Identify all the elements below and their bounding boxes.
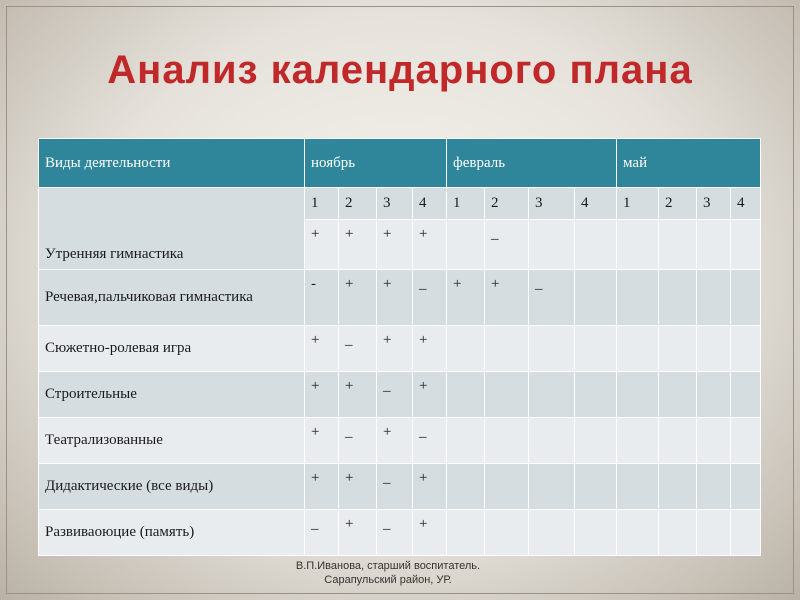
mark-cell xyxy=(575,510,617,556)
mark-cell: + xyxy=(447,270,485,326)
mark-cell: + xyxy=(305,326,339,372)
activity-cell: Дидактические (все виды) xyxy=(39,464,305,510)
mark-cell xyxy=(485,464,529,510)
mark-cell: + xyxy=(377,418,413,464)
mark-cell: _ xyxy=(339,418,377,464)
table-row xyxy=(39,372,761,418)
week-number-cell: 1 xyxy=(617,188,659,220)
mark-cell xyxy=(617,418,659,464)
mark-cell: - xyxy=(305,270,339,326)
mark-cell: + xyxy=(339,220,377,270)
week-number-cell: 3 xyxy=(529,188,575,220)
mark-cell: + xyxy=(305,372,339,418)
mark-cell xyxy=(575,220,617,270)
mark-cell: + xyxy=(305,418,339,464)
week-number-cell: 4 xyxy=(575,188,617,220)
week-number-cell: 1 xyxy=(305,188,339,220)
mark-cell: _ xyxy=(529,270,575,326)
mark-cell xyxy=(731,510,761,556)
footer-line-author: В.П.Иванова, старший воспитатель. xyxy=(295,560,481,572)
mark-cell xyxy=(731,326,761,372)
mark-cell: + xyxy=(413,220,447,270)
week-number-cell: 2 xyxy=(659,188,697,220)
mark-cell xyxy=(617,464,659,510)
week-number-cell: 3 xyxy=(697,188,731,220)
table-row xyxy=(39,270,761,326)
mark-cell xyxy=(575,326,617,372)
mark-cell xyxy=(659,372,697,418)
table-row xyxy=(39,464,761,510)
week-number-cell: 2 xyxy=(339,188,377,220)
activity-cell: Строительные xyxy=(39,372,305,418)
activity-cell: Утренняя гимнастика xyxy=(39,188,305,270)
page-title: Анализ календарного плана xyxy=(107,48,693,92)
mark-cell xyxy=(697,326,731,372)
mark-cell xyxy=(485,326,529,372)
mark-cell xyxy=(485,418,529,464)
mark-cell: _ xyxy=(485,220,529,270)
header-may: май xyxy=(617,139,761,188)
mark-cell xyxy=(697,464,731,510)
mark-cell xyxy=(697,372,731,418)
mark-cell xyxy=(617,220,659,270)
mark-cell xyxy=(575,270,617,326)
header-activity: Виды деятельности xyxy=(39,139,305,188)
mark-cell xyxy=(697,220,731,270)
mark-cell xyxy=(447,418,485,464)
mark-cell: + xyxy=(339,510,377,556)
mark-cell: _ xyxy=(305,510,339,556)
mark-cell xyxy=(617,326,659,372)
table-row xyxy=(39,510,761,556)
mark-cell xyxy=(529,372,575,418)
mark-cell xyxy=(447,510,485,556)
mark-cell xyxy=(575,464,617,510)
mark-cell: _ xyxy=(377,464,413,510)
mark-cell: + xyxy=(377,220,413,270)
activity-cell: Речевая,пальчиковая гимнастика xyxy=(39,270,305,326)
mark-cell: + xyxy=(305,220,339,270)
activity-cell: Сюжетно-ролевая игра xyxy=(39,326,305,372)
mark-cell: _ xyxy=(413,418,447,464)
mark-cell: + xyxy=(377,326,413,372)
activity-cell: Развиваоюцие (память) xyxy=(39,510,305,556)
mark-cell xyxy=(447,372,485,418)
footer-credit xyxy=(268,559,508,587)
table-row xyxy=(39,326,761,372)
week-number-cell: 4 xyxy=(731,188,761,220)
mark-cell xyxy=(731,418,761,464)
mark-cell xyxy=(575,418,617,464)
week-number-cell: 2 xyxy=(485,188,529,220)
mark-cell xyxy=(697,510,731,556)
mark-cell xyxy=(659,220,697,270)
footer-line-region: Сарапульский район, УР. xyxy=(324,574,452,586)
mark-cell: + xyxy=(305,464,339,510)
mark-cell: _ xyxy=(413,270,447,326)
mark-cell: + xyxy=(413,464,447,510)
week-number-cell: 3 xyxy=(377,188,413,220)
mark-cell xyxy=(529,220,575,270)
mark-cell xyxy=(731,270,761,326)
mark-cell xyxy=(659,464,697,510)
mark-cell xyxy=(697,418,731,464)
mark-cell xyxy=(697,270,731,326)
mark-cell: _ xyxy=(339,326,377,372)
mark-cell xyxy=(447,464,485,510)
mark-cell xyxy=(659,326,697,372)
week-number-cell: 1 xyxy=(447,188,485,220)
mark-cell: + xyxy=(413,510,447,556)
mark-cell: + xyxy=(413,326,447,372)
mark-cell: + xyxy=(339,464,377,510)
header-november: ноябрь xyxy=(305,139,447,188)
table-header-row xyxy=(39,139,761,188)
mark-cell: _ xyxy=(377,510,413,556)
mark-cell xyxy=(617,270,659,326)
mark-cell: _ xyxy=(377,372,413,418)
mark-cell xyxy=(575,372,617,418)
mark-cell xyxy=(485,510,529,556)
mark-cell: + xyxy=(413,372,447,418)
mark-cell xyxy=(731,220,761,270)
mark-cell xyxy=(529,418,575,464)
mark-cell xyxy=(529,326,575,372)
activity-cell: Театрализованные xyxy=(39,418,305,464)
mark-cell xyxy=(617,510,659,556)
mark-cell: + xyxy=(377,270,413,326)
mark-cell xyxy=(617,372,659,418)
mark-cell: + xyxy=(339,270,377,326)
calendar-plan-table xyxy=(38,138,761,556)
mark-cell xyxy=(731,372,761,418)
week-number-row xyxy=(39,188,761,220)
mark-cell xyxy=(485,372,529,418)
header-february: февраль xyxy=(447,139,617,188)
mark-cell xyxy=(447,326,485,372)
mark-cell xyxy=(659,418,697,464)
mark-cell xyxy=(529,464,575,510)
mark-cell: + xyxy=(339,372,377,418)
mark-cell xyxy=(659,510,697,556)
mark-cell: + xyxy=(485,270,529,326)
mark-cell xyxy=(731,464,761,510)
mark-cell xyxy=(447,220,485,270)
mark-cell xyxy=(529,510,575,556)
week-number-cell: 4 xyxy=(413,188,447,220)
table-row xyxy=(39,418,761,464)
mark-cell xyxy=(659,270,697,326)
